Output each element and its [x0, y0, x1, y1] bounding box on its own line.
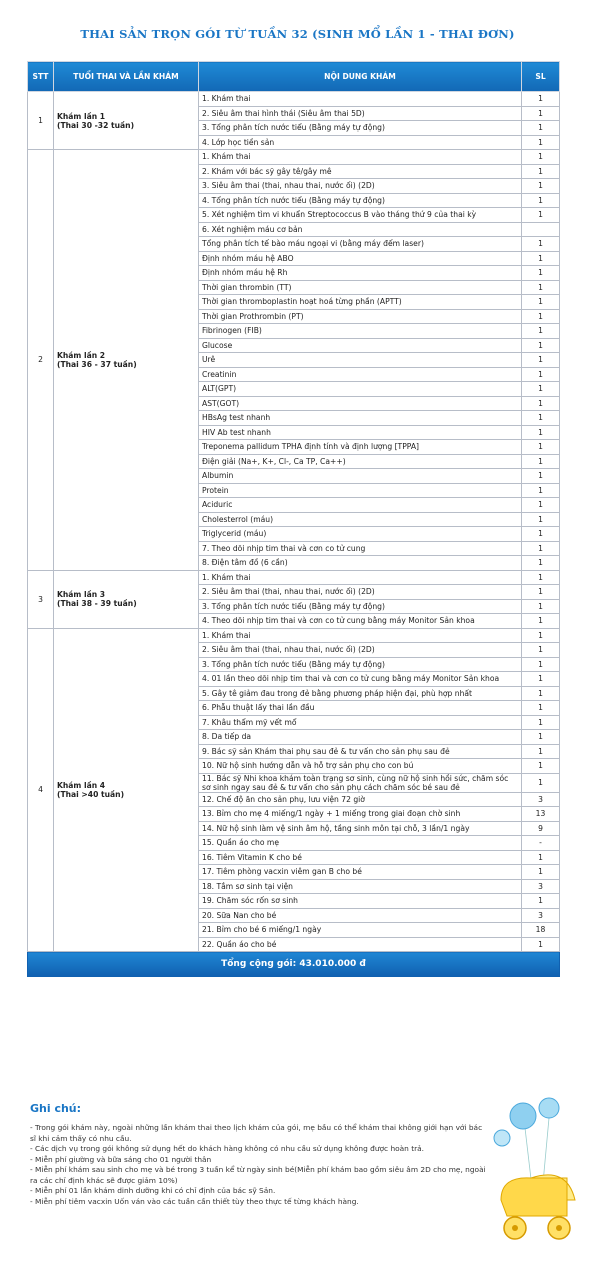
- quantity-cell: 1: [522, 865, 560, 880]
- stt-header: STT: [28, 62, 54, 92]
- content-cell: 4. Tổng phân tích nước tiểu (Bằng máy tự động): [199, 193, 522, 208]
- note-item: - Các dịch vụ trong gói không sử dụng hết do khách hàng không có nhu cầu sử dụng không được hoàn trả.: [30, 1144, 425, 1153]
- quantity-cell: 1: [522, 295, 560, 310]
- content-cell: 3. Tổng phân tích nước tiểu (Bằng máy tự động): [199, 599, 522, 614]
- quantity-cell: 1: [522, 599, 560, 614]
- note-item: - Miễn phí khám sau sinh cho mẹ và bé trong 3 tuần kể từ ngày sinh bé(Miễn phí khám bao gồm siêu âm 2D cho mẹ, ngoài ra các chỉ định khác sẽ được giảm 10%): [30, 1165, 486, 1185]
- note-item: - Miễn phí tiêm vacxin Uốn ván vào các tuần cần thiết tùy theo thực tế từng khách hàng.: [30, 1196, 359, 1206]
- content-cell: 4. 01 lần theo dõi nhịp tim thai và cơn co tử cung bằng máy Monitor Sản khoa: [199, 672, 522, 687]
- visit-cell: Khám lần 2 (Thai 36 - 37 tuần): [54, 150, 199, 571]
- content-cell: 14. Nữ hộ sinh làm vệ sinh âm hộ, tầng sinh môn tại chỗ, 3 lần/1 ngày: [199, 821, 522, 836]
- quantity-cell: 1: [522, 483, 560, 498]
- content-cell: Tổng phân tích tế bào máu ngoại vi (bằng máy đếm laser): [199, 237, 522, 252]
- quantity-header: SL: [522, 62, 560, 92]
- quantity-cell: 1: [522, 92, 560, 107]
- quantity-cell: 1: [522, 251, 560, 266]
- table-header-row: [28, 62, 560, 92]
- quantity-cell: 1: [522, 338, 560, 353]
- quantity-cell: 1: [522, 193, 560, 208]
- quantity-cell: 1: [522, 469, 560, 484]
- total-row: [28, 952, 560, 977]
- content-cell: ALT(GPT): [199, 382, 522, 397]
- content-cell: Thời gian thromboplastin hoạt hoá từng phần (APTT): [199, 295, 522, 310]
- content-cell: 8. Da tiếp da: [199, 730, 522, 745]
- quantity-cell: 1: [522, 164, 560, 179]
- quantity-cell: [522, 222, 560, 237]
- content-cell: 15. Quần áo cho mẹ: [199, 836, 522, 851]
- quantity-cell: 1: [522, 266, 560, 281]
- content-cell: 2. Khám với bác sỹ gây tê/gây mê: [199, 164, 522, 179]
- quantity-cell: 1: [522, 894, 560, 909]
- quantity-cell: 1: [522, 686, 560, 701]
- quantity-cell: 3: [522, 792, 560, 807]
- content-cell: 16. Tiêm Vitamin K cho bé: [199, 850, 522, 865]
- content-cell: Fibrinogen (FIB): [199, 324, 522, 339]
- stt-cell: 3: [28, 570, 54, 628]
- content-cell: 2. Siêu âm thai (thai, nhau thai, nước ối) (2D): [199, 585, 522, 600]
- content-cell: 1. Khám thai: [199, 570, 522, 585]
- content-cell: Protein: [199, 483, 522, 498]
- quantity-cell: 1: [522, 440, 560, 455]
- quantity-cell: 1: [522, 411, 560, 426]
- content-cell: Cholesterrol (máu): [199, 512, 522, 527]
- quantity-cell: 3: [522, 879, 560, 894]
- table-row: [28, 570, 560, 585]
- content-cell: HBsAg test nhanh: [199, 411, 522, 426]
- content-cell: 3. Siêu âm thai (thai, nhau thai, nước ối) (2D): [199, 179, 522, 194]
- content-cell: Thời gian thrombin (TT): [199, 280, 522, 295]
- content-cell: Albumin: [199, 469, 522, 484]
- content-cell: 2. Siêu âm thai (thai, nhau thai, nước ối) (2D): [199, 643, 522, 658]
- content-cell: 5. Xét nghiệm tìm vi khuẩn Streptococcus B vào tháng thứ 9 của thai kỳ: [199, 208, 522, 223]
- content-cell: Creatinin: [199, 367, 522, 382]
- content-cell: AST(GOT): [199, 396, 522, 411]
- content-cell: 1. Khám thai: [199, 92, 522, 107]
- quantity-cell: 1: [522, 570, 560, 585]
- content-cell: 7. Theo dõi nhịp tim thai và cơn co tử cung: [199, 541, 522, 556]
- visit-cell: Khám lần 1 (Thai 30 -32 tuần): [54, 92, 199, 150]
- table-row: [28, 92, 560, 107]
- notes-list: [30, 1123, 490, 1207]
- quantity-cell: 1: [522, 585, 560, 600]
- content-cell: 21. Bỉm cho bé 6 miếng/1 ngày: [199, 923, 522, 938]
- content-cell: 9. Bác sỹ sản Khám thai phụ sau đẻ & tư vấn cho sản phụ sau đẻ: [199, 744, 522, 759]
- quantity-cell: 1: [522, 237, 560, 252]
- quantity-cell: 1: [522, 759, 560, 774]
- quantity-cell: 1: [522, 614, 560, 629]
- quantity-cell: 1: [522, 454, 560, 469]
- quantity-cell: -: [522, 836, 560, 851]
- quantity-cell: 1: [522, 937, 560, 952]
- content-cell: 7. Khâu thẩm mỹ vết mổ: [199, 715, 522, 730]
- content-cell: 19. Chăm sóc rốn sơ sinh: [199, 894, 522, 909]
- content-cell: 20. Sữa Nan cho bé: [199, 908, 522, 923]
- content-cell: 1. Khám thai: [199, 628, 522, 643]
- quantity-cell: 1: [522, 701, 560, 716]
- quantity-cell: 1: [522, 382, 560, 397]
- visit-cell: Khám lần 3 (Thai 38 - 39 tuần): [54, 570, 199, 628]
- notes-title: Ghi chú:: [30, 1102, 82, 1115]
- content-cell: 10. Nữ hộ sinh hướng dẫn và hỗ trợ sản phụ cho con bú: [199, 759, 522, 774]
- quantity-cell: 1: [522, 512, 560, 527]
- quantity-cell: 1: [522, 106, 560, 121]
- quantity-cell: 1: [522, 672, 560, 687]
- quantity-cell: 1: [522, 353, 560, 368]
- quantity-cell: 1: [522, 744, 560, 759]
- quantity-cell: 1: [522, 396, 560, 411]
- quantity-cell: 18: [522, 923, 560, 938]
- content-cell: 11. Bác sỹ Nhi khoa khám toàn trạng sơ sinh, cùng nữ hộ sinh hồi sức, chăm sóc sơ sinh ngay sau đẻ & tư vấn cho sản phụ cách chăm sóc bé sau đẻ: [199, 773, 522, 792]
- quantity-cell: 1: [522, 425, 560, 440]
- table-row: [28, 150, 560, 165]
- note-item: - Trong gói khám này, ngoài những lần khám thai theo lịch khám của gói, mẹ bầu có thể khám thai không giới hạn với bác sĩ khi cảm thấy có nhu cầu.: [30, 1123, 483, 1143]
- content-cell: 12. Chế độ ăn cho sản phụ, lưu viện 72 giờ: [199, 792, 522, 807]
- table-row: [28, 628, 560, 643]
- quantity-cell: 1: [522, 850, 560, 865]
- quantity-cell: 9: [522, 821, 560, 836]
- quantity-cell: 1: [522, 121, 560, 136]
- content-cell: 13. Bỉm cho mẹ 4 miếng/1 ngày + 1 miếng trong giai đoạn chờ sinh: [199, 807, 522, 822]
- stt-cell: 1: [28, 92, 54, 150]
- total-price: Tổng cộng gói: 43.010.000 đ: [28, 952, 560, 977]
- content-cell: 3. Tổng phân tích nước tiểu (Bằng máy tự động): [199, 657, 522, 672]
- quantity-cell: 1: [522, 280, 560, 295]
- content-header: NỘI DUNG KHÁM: [199, 62, 522, 92]
- content-cell: Glucose: [199, 338, 522, 353]
- quantity-cell: 1: [522, 150, 560, 165]
- quantity-cell: 1: [522, 324, 560, 339]
- content-cell: 2. Siêu âm thai hình thái (Siêu âm thai 5D): [199, 106, 522, 121]
- stt-cell: 4: [28, 628, 54, 952]
- quantity-cell: 1: [522, 657, 560, 672]
- baby-stroller-balloons-illustration: [487, 1096, 587, 1256]
- content-cell: Điện giải (Na+, K+, Cl-, Ca TP, Ca++): [199, 454, 522, 469]
- content-cell: 5. Gây tê giảm đau trong đẻ bằng phương pháp hiện đại, phù hợp nhất: [199, 686, 522, 701]
- visit-header: TUỔI THAI VÀ LẦN KHÁM: [54, 62, 199, 92]
- quantity-cell: 1: [522, 179, 560, 194]
- quantity-cell: 1: [522, 730, 560, 745]
- quantity-cell: 1: [522, 643, 560, 658]
- quantity-cell: 1: [522, 527, 560, 542]
- quantity-cell: 1: [522, 309, 560, 324]
- quantity-cell: 1: [522, 498, 560, 513]
- content-cell: 1. Khám thai: [199, 150, 522, 165]
- content-cell: 3. Tổng phân tích nước tiểu (Bằng máy tự động): [199, 121, 522, 136]
- content-cell: Urê: [199, 353, 522, 368]
- content-cell: Treponema pallidum TPHA định tính và định lượng [TPPA]: [199, 440, 522, 455]
- content-cell: 4. Lớp học tiền sản: [199, 135, 522, 150]
- note-item: - Miễn phí giường và bữa sáng cho 01 người thân: [30, 1154, 212, 1164]
- stt-cell: 2: [28, 150, 54, 571]
- table-body: [28, 92, 560, 977]
- note-item: - Miễn phí 01 lần khám dinh dưỡng khi có chỉ định của bác sỹ Sản.: [30, 1186, 276, 1195]
- quantity-cell: 1: [522, 628, 560, 643]
- quantity-cell: 3: [522, 908, 560, 923]
- notes-section: [30, 1102, 490, 1207]
- content-cell: 8. Điện tâm đồ (6 cần): [199, 556, 522, 571]
- quantity-cell: 13: [522, 807, 560, 822]
- content-cell: Aciduric: [199, 498, 522, 513]
- quantity-cell: 1: [522, 556, 560, 571]
- content-cell: Định nhóm máu hệ ABO: [199, 251, 522, 266]
- content-cell: 6. Xét nghiệm máu cơ bản: [199, 222, 522, 237]
- content-cell: Triglycerid (máu): [199, 527, 522, 542]
- content-cell: 4. Theo dõi nhịp tim thai và cơn co tử cung bằng máy Monitor Sản khoa: [199, 614, 522, 629]
- quantity-cell: 1: [522, 715, 560, 730]
- visit-cell: Khám lần 4 (Thai >40 tuần): [54, 628, 199, 952]
- quantity-cell: 1: [522, 208, 560, 223]
- content-cell: 17. Tiêm phòng vacxin viêm gan B cho bé: [199, 865, 522, 880]
- content-cell: 22. Quần áo cho bé: [199, 937, 522, 952]
- content-cell: 6. Phẫu thuật lấy thai lần đầu: [199, 701, 522, 716]
- quantity-cell: 1: [522, 135, 560, 150]
- quantity-cell: 1: [522, 541, 560, 556]
- page-title: THAI SẢN TRỌN GÓI TỪ TUẦN 32 (SINH MỔ LẦN 1 - THAI ĐƠN): [80, 27, 515, 41]
- quantity-cell: 1: [522, 773, 560, 792]
- quantity-cell: 1: [522, 367, 560, 382]
- content-cell: 18. Tắm sơ sinh tại viện: [199, 879, 522, 894]
- package-table: [27, 61, 560, 977]
- content-cell: Định nhóm máu hệ Rh: [199, 266, 522, 281]
- content-cell: Thời gian Prothrombin (PT): [199, 309, 522, 324]
- content-cell: HIV Ab test nhanh: [199, 425, 522, 440]
